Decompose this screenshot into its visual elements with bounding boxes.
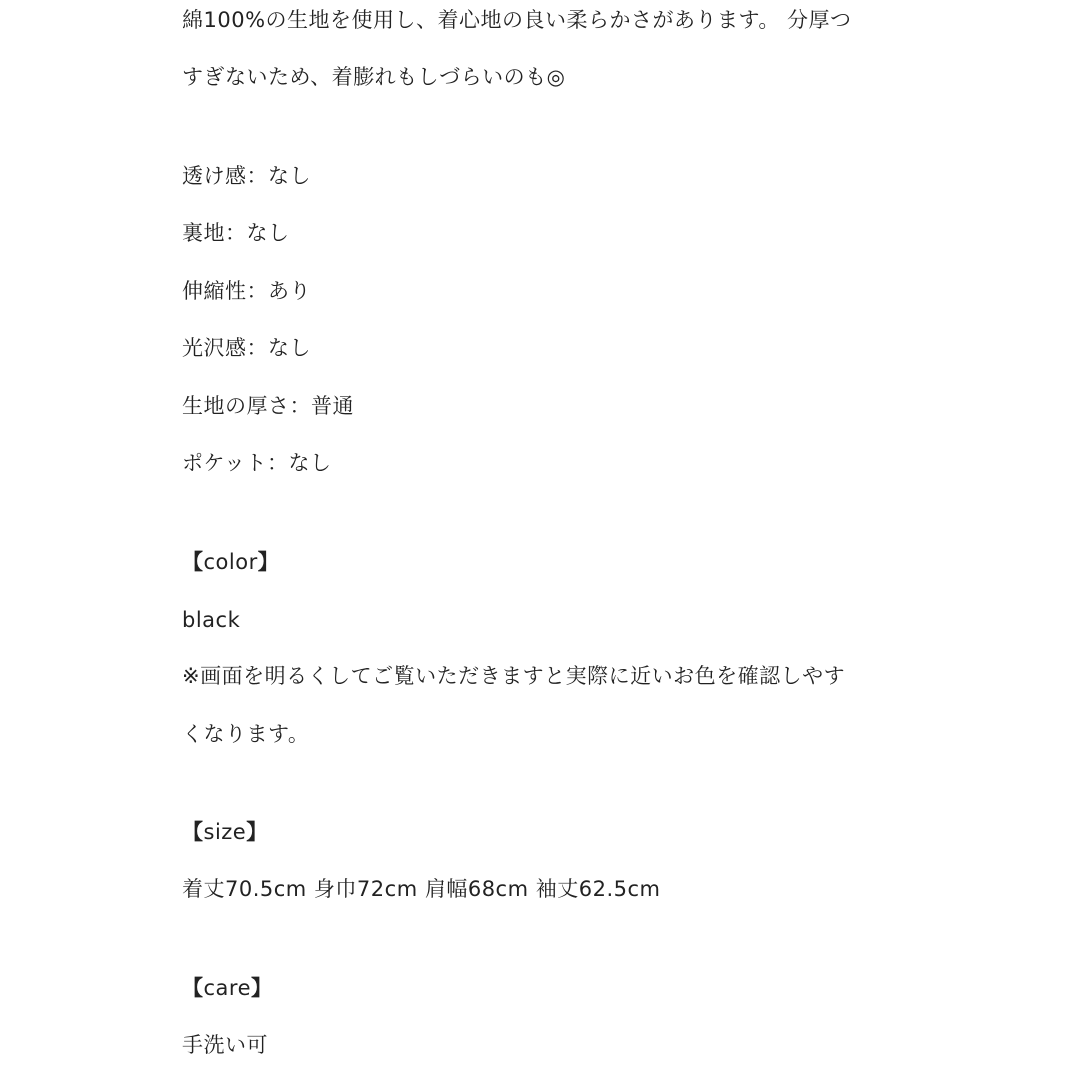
property-sheerness: 透け感：なし [182,164,311,188]
care-heading [182,974,273,1002]
description-line-1: 綿100%の生地を使用し、着心地の良い柔らかさがあります。 分厚つ [182,8,852,32]
size-heading-close-bracket: 】 [246,820,268,844]
size-heading-open-bracket: 【 [182,820,204,844]
property-fabric-thickness: 生地の厚さ：普通 [182,394,354,418]
property-lining: 裏地：なし [182,221,290,245]
size-value: 着丈70.5cm 身巾72cm 肩幅68cm 袖丈62.5cm [182,877,661,901]
color-heading-label: color [203,550,258,574]
color-note-line-1: ※画面を明るくしてご覧いただきますと実際に近いお色を確認しやす [182,664,846,688]
property-pocket: ポケット：なし [182,451,332,475]
color-heading-open-bracket: 【 [182,550,204,574]
care-heading-open-bracket: 【 [182,976,204,1000]
color-note-line-2: くなります。 [182,722,310,746]
property-stretch: 伸縮性：あり [182,279,311,303]
color-heading [182,548,279,576]
description-line-2: すぎないため、着膨れもしづらいのも◎ [182,65,566,89]
care-heading-label: care [203,976,252,1000]
size-heading [182,818,268,846]
color-value: black [182,608,241,632]
size-heading-label: size [203,820,247,844]
care-value: 手洗い可 [182,1033,268,1057]
property-gloss: 光沢感：なし [182,336,311,360]
care-heading-close-bracket: 】 [251,976,273,1000]
color-heading-close-bracket: 】 [257,550,280,574]
